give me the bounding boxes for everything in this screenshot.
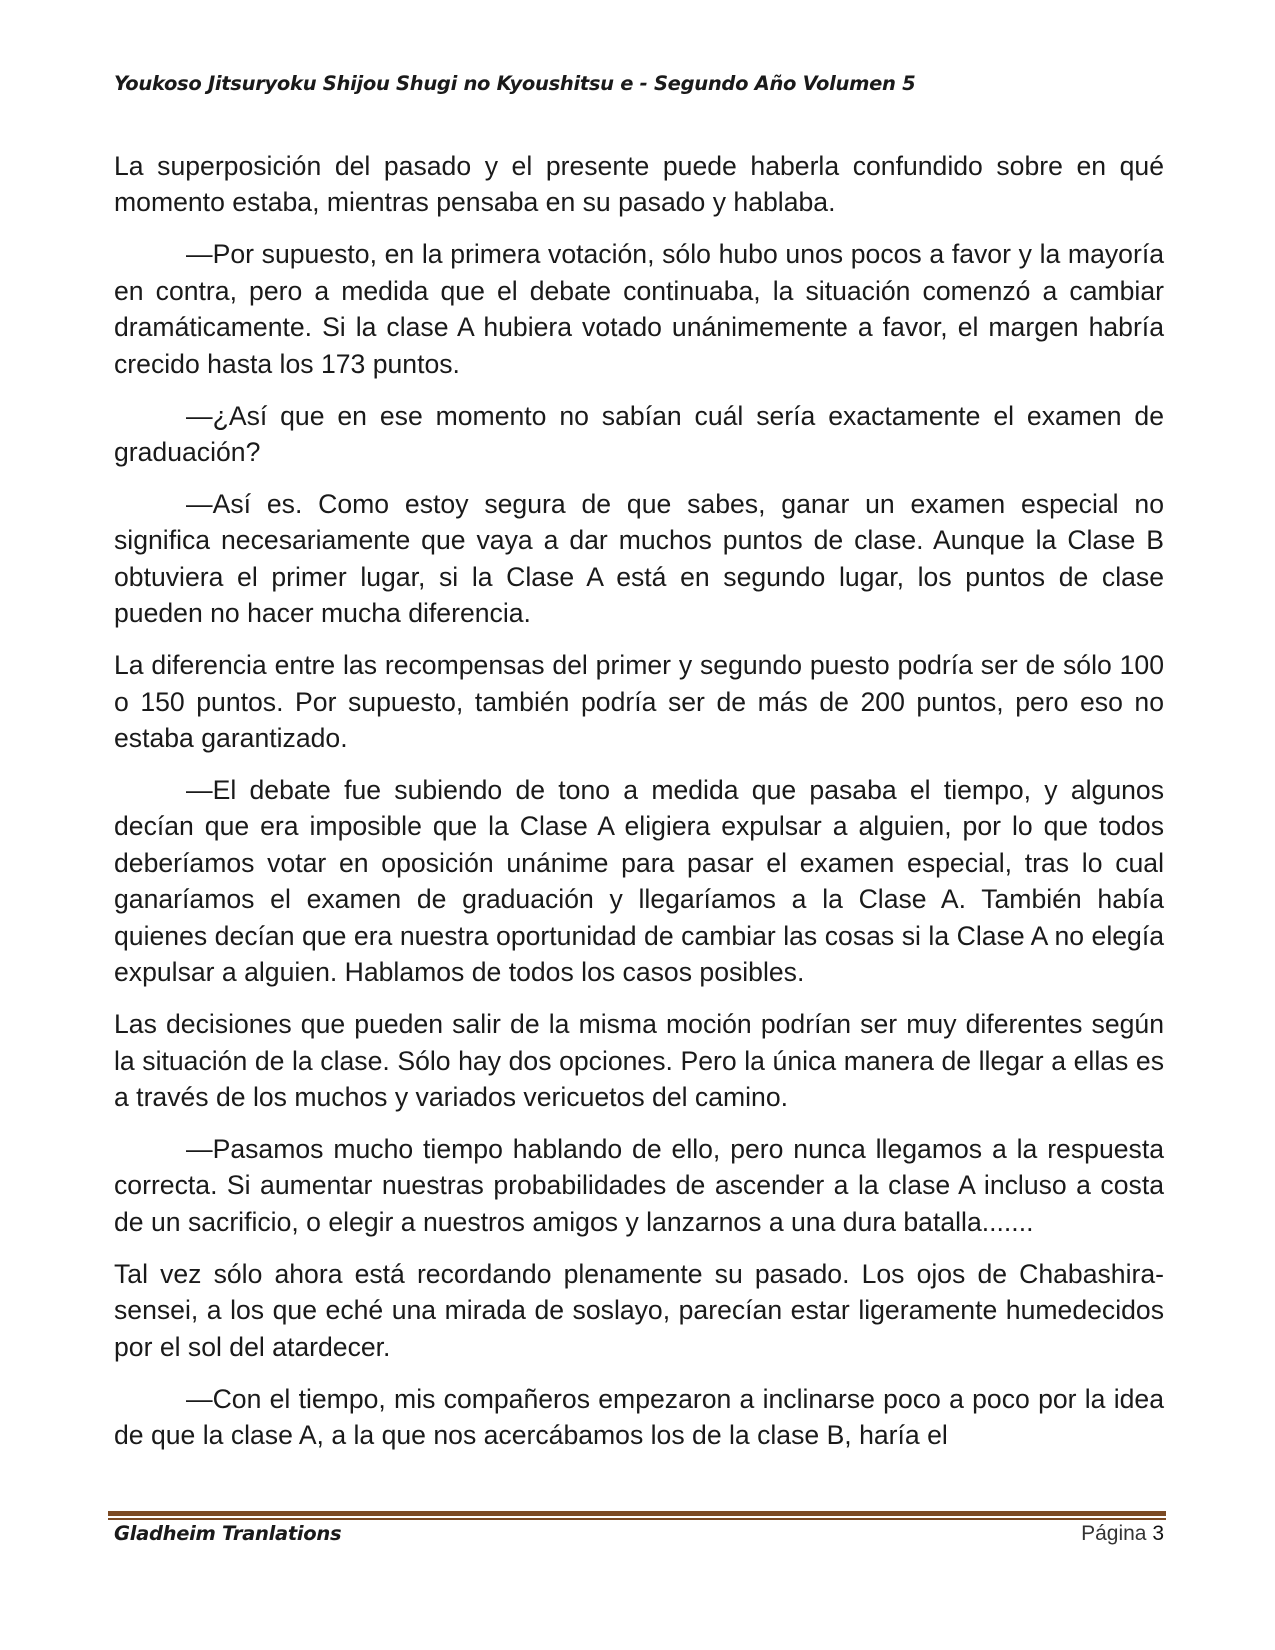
paragraph: —¿Así que en ese momento no sabían cuál sería exactamente el examen de graduación? (114, 400, 1164, 468)
paragraph: La superposición del pasado y el presente puede haberla confundido sobre en qué momento estaba, mientras pensaba en su pasado y hablaba. (114, 151, 1164, 218)
page-header-title: Youkoso Jitsuryoku Shijou Shugi no Kyoushitsu e - Segundo Año Volumen 5 (114, 72, 916, 95)
paragraph: —Por supuesto, en la primera votación, sólo hubo unos pocos a favor y la mayoría en contra, pero a medida que el debate continuaba, la situación comenzó a cambiar dramáticamente. Si la clase A hubiera votado unánimemente a favor, el margen habría crecido hasta los 173 puntos. (114, 239, 1164, 379)
paragraph: Las decisiones que pueden salir de la misma moción podrían ser muy diferentes según la situación de la clase. Sólo hay dos opciones. Pero la única manera de llegar a ellas es a través de los muchos y variados vericuetos del camino. (114, 1009, 1164, 1112)
footer-divider (108, 1511, 1166, 1521)
page-label: Página (1081, 1522, 1147, 1545)
paragraph: —Con el tiempo, mis compañeros empezaron a inclinarse poco a poco por la idea de que la clase A, a la que nos acercábamos los de la clase B, haría el (114, 1383, 1164, 1450)
page-number: 3 (1152, 1522, 1164, 1545)
paragraph: —Pasamos mucho tiempo hablando de ello, pero nunca llegamos a la respuesta correcta. Si aumentar nuestras probabilidades de ascender a la clase A incluso a costa de un sacrificio, o elegir a nuestros amigos y lanzarnos a una dura batalla....... (114, 1133, 1164, 1237)
page-number-label (1081, 1522, 1164, 1546)
footer-credit: Gladheim Tranlations (114, 1522, 342, 1545)
page-body (114, 148, 1164, 1469)
paragraph: —El debate fue subiendo de tono a medida que pasaba el tiempo, y algunos decían que era imposible que la Clase A eligiera expulsar a alguien, por lo que todos deberíamos votar en oposición unánime para pasar el examen especial, tras lo cual ganaríamos el examen de graduación y llegaríamos a la Clase A. También había quienes decían que era nuestra oportunidad de cambiar las cosas si la Clase A no elegía expulsar a alguien. Hablamos de todos los casos posibles. (114, 775, 1164, 988)
footer-divider-thick-line (108, 1511, 1166, 1516)
footer-divider-thin-line (108, 1518, 1166, 1520)
paragraph: Tal vez sólo ahora está recordando plenamente su pasado. Los ojos de Chabashira-sensei, a los que eché una mirada de soslayo, parecían estar ligeramente humedecidos por el sol del atardecer. (114, 1258, 1164, 1362)
paragraph: —Así es. Como estoy segura de que sabes, ganar un examen especial no significa necesariamente que vaya a dar muchos puntos de clase. Aunque la Clase B obtuviera el primer lugar, si la Clase A está en segundo lugar, los puntos de clase pueden no hacer mucha diferencia. (114, 489, 1164, 629)
paragraph: La diferencia entre las recompensas del primer y segundo puesto podría ser de sólo 100 o 150 puntos. Por supuesto, también podría ser de más de 200 puntos, pero eso no estaba garantizado. (114, 650, 1164, 754)
